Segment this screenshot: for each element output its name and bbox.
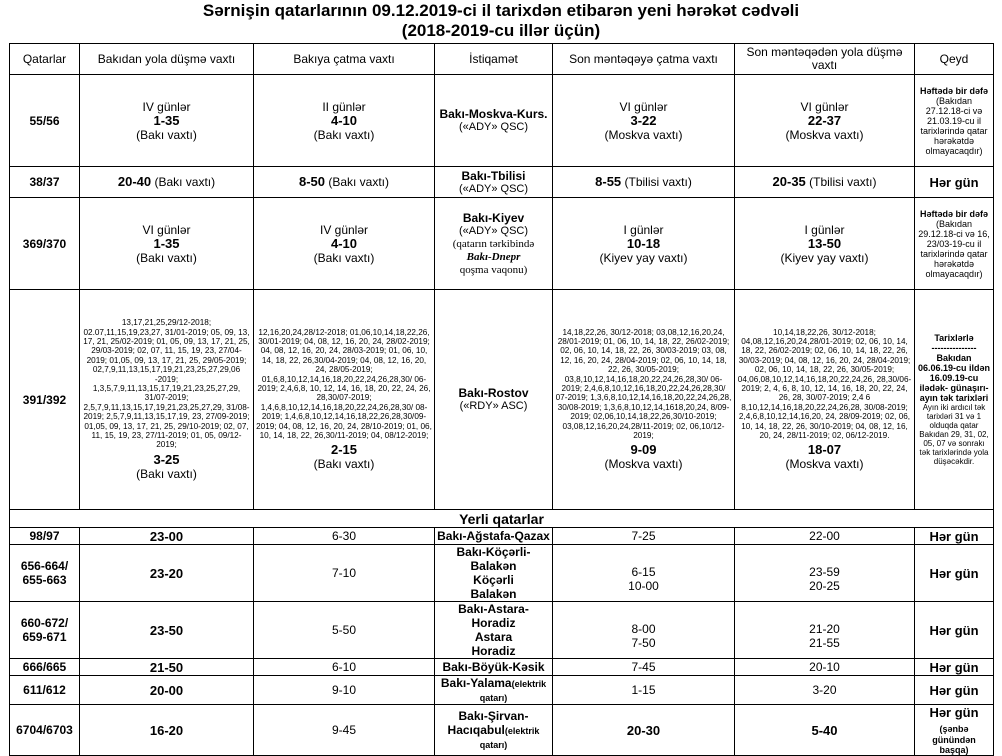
final-arrival-cell [553, 198, 735, 290]
departure-cell [80, 167, 254, 198]
days-text: VI günlər [619, 99, 668, 114]
table-row [10, 676, 994, 705]
direction-cell: Bakı-Ağstafa-Qazax [435, 528, 553, 545]
time-text: 8-00 [631, 622, 656, 636]
direction-name: Bakı-Astara-Horadiz [458, 602, 529, 630]
time-text: 7-50 [631, 636, 656, 650]
timezone-text: (Moskva vaxtı) [604, 127, 683, 142]
train-number [10, 602, 80, 659]
timezone-text: (Bakı vaxtı) [313, 250, 375, 265]
timezone-text: (Moskva vaxtı) [785, 127, 864, 142]
timezone-text: (Bakı vaxtı) [136, 250, 197, 265]
local-trains-heading: Yerli qatarlar [10, 510, 994, 528]
arrival-cell: 5-50 [254, 602, 435, 659]
time-text: 10-18 [626, 235, 661, 251]
timezone-text: (Tbilisi vaxtı) [621, 175, 692, 189]
departure-cell: 23-00 [80, 528, 254, 545]
timezone-text: (Bakı vaxtı) [136, 127, 197, 142]
direction-name: Bakı-Şirvan- [458, 709, 529, 723]
table-row [10, 545, 994, 602]
dates-list: 14,18,22,26, 30/12-2018; 03,08,12,16,20,24, 28/01-2019; 01, 06, 10, 14, 18, 22, 26/02-2019; 02, 06, 10, 14, 18, 22, 26, 30/03-2019; 03, 08, 12, 16, 20, 24, 28/04-2019; 02, 06, 10, 14, 18, 22, 26, 30/05-2019; 03,8,10,12,14,16,18,20,22,24,26,28,30/ 06-2019; 2,4,6,8,10,12,16,18,20,22,24,26,28,30/ 07-2019; 1,3,6,8,10,12,14,16,18,20,22,24,26,28, 30/08-2019; 1,3,6,8,10,12,14,1618,20,24, 8/09- 2019; 02,06,10,14,18,22,26,30/10-2019; 03,08,12,16,20,24,28/11-2019; 02, 06,10/12-2019; [555, 327, 732, 441]
direction-name: Bakı-Tbilisi [461, 168, 526, 183]
time-text: 20-40 [117, 174, 152, 189]
time-text: 8-55 [595, 174, 622, 189]
days-text: VI günlər [142, 222, 191, 237]
final-arrival-cell [553, 545, 735, 602]
time-text: 1-35 [153, 235, 180, 251]
arrival-cell [254, 75, 435, 167]
timezone-text: (Kiyev yay vaxtı) [780, 250, 869, 265]
train-number-line: 660-672/ [20, 616, 69, 630]
direction-name: Bakı-Köçərli-Balakən [456, 545, 531, 573]
direction-stop: Köçərli [473, 573, 514, 587]
direction-cell [435, 75, 553, 167]
note-text: (Bakıdan 27.12.18-ci və 21.03.19-cu il tarixlərində qatar hərəkətdə olmayacaqdır) [920, 95, 988, 156]
operator-text: («RDY» ASC) [459, 400, 528, 412]
direction-cell [435, 198, 553, 290]
direction-cell [435, 167, 553, 198]
direction-name: Bakı-Moskva-Kurs. [439, 107, 548, 121]
train-number-line: 656-664/ [20, 559, 69, 573]
note-cell: Hər gün [915, 676, 994, 705]
direction-cell: Bakı-Böyük-Kəsik [435, 659, 553, 676]
table-row [10, 705, 994, 756]
direction-note: (elektrik qatarı) [479, 726, 540, 750]
days-text: I günlər [623, 222, 664, 237]
note-text: Bakıdan 06.06.19-cu ildən 16.09.19-cu ilədək- günaşırı- ayın tək tarixləri [917, 353, 991, 403]
direction-name: Hacıqabul [447, 723, 505, 737]
table-row [10, 602, 994, 659]
time-text: 20-25 [809, 579, 840, 593]
final-departure-cell: 20-10 [735, 659, 915, 676]
arrival-cell: 6-10 [254, 659, 435, 676]
days-text: II günlər [322, 99, 366, 114]
note-cell [915, 705, 994, 756]
final-arrival-cell [553, 167, 735, 198]
final-departure-cell: 5-40 [735, 705, 915, 756]
time-text: 13-50 [807, 235, 842, 251]
dates-list: 13,17,21,25,29/12-2018; 02.07,11,15,19,23,27, 31/01-2019; 05, 09, 13, 17, 21, 25/02-2019; 01, 05, 09, 13, 17, 21, 25, 29/03-2019; 02, 07, 11, 15, 19, 23, 27/04-2019; 01,05, 09, 13, 17, 21, 25, 29/05-2019; 02,7,9,11,13,15,17,19,21,23,25,27,29,06 -2019; 1,3,5,7,9,11,13,15,17,19,21,23,25,27,29, 31/07-2019; 2,5,7,9,11,13,15,17,19,21,23,25,27,29, 31/08-2019; 2,5,7,9,11,13,15,17,19, 23, 27/09-2019; 01,05, 09, 13, 17, 21, 25, 29/10-2019; 02, 07, 11, 15, 19, 23, 27/11-2019; 01, 05, 09/12-2019; [83, 318, 250, 450]
table-row [10, 290, 994, 510]
final-arrival-cell: 7-45 [553, 659, 735, 676]
header-trains: Qatarlar [10, 44, 80, 75]
note-cell: Hər gün [915, 602, 994, 659]
train-number: 98/97 [10, 528, 80, 545]
timezone-text: (Bakı vaxtı) [136, 466, 197, 481]
days-text: VI günlər [800, 99, 849, 114]
time-text: 20-35 [772, 174, 806, 189]
time-text: 4-10 [330, 112, 358, 128]
train-number-line: 659-671 [22, 630, 67, 644]
train-number-line: 655-663 [22, 573, 67, 587]
note-heading: Həftədə bir dəfə [919, 85, 988, 96]
note-cell [915, 290, 994, 510]
final-arrival-cell [553, 602, 735, 659]
final-departure-cell [735, 290, 915, 510]
direction-cell [435, 676, 553, 705]
table-row [10, 167, 994, 198]
header-departure-from-baku: Bakıdan yola düşmə vaxtı [80, 44, 254, 75]
days-text: IV günlər [319, 222, 369, 237]
final-arrival-cell [553, 290, 735, 510]
table-row [10, 198, 994, 290]
departure-cell: 20-00 [80, 676, 254, 705]
train-number [10, 545, 80, 602]
note-cell [915, 198, 994, 290]
note-cell: Hər gün [915, 659, 994, 676]
note-text: Hər gün [929, 705, 979, 720]
direction-name: Bakı-Rostov [458, 386, 529, 400]
departure-cell: 16-20 [80, 705, 254, 756]
header-direction: İstiqamət [435, 44, 553, 75]
direction-extra-text: Bakı-Dnepr [466, 250, 521, 263]
direction-cell [435, 705, 553, 756]
header-row [10, 44, 994, 75]
direction-cell [435, 602, 553, 659]
direction-note: (elektrik qatarı) [479, 679, 547, 703]
train-number: 38/37 [10, 167, 80, 198]
arrival-cell [254, 198, 435, 290]
note-small-text: Ayın iki ardıcıl tək tarixləri 31 və 1 olduqda qatar Bakıdan 29, 31, 02, 05, 07 və sonrakı tək tarixlərində yola düşəcəkdir. [919, 403, 989, 466]
time-text: 4-10 [330, 235, 358, 251]
section-row [10, 510, 994, 528]
time-text: 2-15 [330, 442, 358, 458]
final-arrival-cell: 1-15 [553, 676, 735, 705]
time-text: 10-00 [628, 579, 659, 593]
dates-list: 10,14,18,22,26, 30/12-2018; 04,08,12,16,20,24,28/01-2019; 02, 06, 10, 14, 18, 22, 26/02-2019; 02, 06, 10, 14, 18, 22, 26, 30/03-2019; 04, 08, 12, 16, 20, 24, 28/04-2019; 02, 06, 10, 14, 18, 22, 26, 30/05-2019; 04,06,08,10,12,14,16,18,20,22,24,26, 28,30/06-2019; 2, 4, 6, 8, 10, 12, 14, 16, 18, 20, 22, 24, 26, 28, 30/07-2019; 2,4 6 8,10,12,14,16,18,20,22,24,26,28, 30/08-2019; 2,4,6,8,10,12,14,16,20, 24, 28/09-2019; 02, 06, 10, 14, 18, 22, 26, 30/10-2019; 04, 08, 12, 16, 20, 24, 28/11-2019; 02, 06/12-2019. [737, 327, 912, 441]
dates-list: 12,16,20,24,28/12-2018; 01,06,10,14,18,22,26, 30/01-2019; 04, 08, 12, 16, 20, 24, 28/02-2019; 04, 08, 12, 16, 20, 24, 28/03-2019; 01, 06, 10, 14, 18, 22, 26,30/04-2019; 04, 08, 12, 16, 20, 24, 28/05-2019; 01,6,8,10,12,14,16,18,20,22,24,26,28,30/ 06-2019; 2,4,6,8, 10, 12, 14, 16, 18, 20, 22, 24, 26, 28,30/07-2019; 1,4,6,8,10,12,14,16,18,20,22,24,26,28,30/ 08-2019; 1,4,6,8,10,12,14,16,18,22,26,28,30/09-2019; 04, 08, 12, 16, 20, 24, 28/10-2019; 01, 06, 10, 14, 18, 22, 26,30/11-2019; 04, 08/12-2019; [256, 327, 432, 441]
direction-stop: Astara [474, 630, 513, 644]
departure-cell: 21-50 [80, 659, 254, 676]
operator-text: («ADY» QSC) [458, 224, 529, 237]
time-text: 3-22 [630, 112, 657, 128]
note-cell [915, 75, 994, 167]
header-note: Qeyd [915, 44, 994, 75]
direction-name: Bakı-Yalama [440, 676, 512, 690]
note-heading: Həftədə bir dəfə [919, 208, 988, 219]
direction-cell [435, 545, 553, 602]
time-text: 9-09 [630, 442, 657, 458]
note-cell: Hər gün [915, 545, 994, 602]
timezone-text: (Bakı vaxtı) [151, 175, 216, 189]
note-divider: --------------- [931, 343, 977, 353]
final-arrival-cell [553, 75, 735, 167]
final-departure-cell [735, 198, 915, 290]
days-text: I günlər [804, 222, 845, 237]
note-small-text: (şənbə [939, 724, 969, 734]
arrival-cell: 6-30 [254, 528, 435, 545]
note-text: (Bakıdan 29.12.18-ci və 16, 23/03-19-cu il tarixlərində qatar hərəkətdə olmayacaqdır) [918, 218, 990, 279]
direction-stop: Horadiz [471, 644, 516, 658]
note-small-text: günündən başqa) [932, 735, 976, 755]
arrival-cell [254, 167, 435, 198]
train-number: 611/612 [10, 676, 80, 705]
timezone-text: (Bakı vaxtı) [325, 175, 390, 189]
train-number: 6704/6703 [10, 705, 80, 756]
time-text: 23-59 [809, 565, 840, 579]
operator-text: («ADY» QSC) [458, 182, 529, 195]
final-arrival-cell: 7-25 [553, 528, 735, 545]
direction-extra-text: qoşma vaqonu) [459, 263, 528, 276]
direction-name: Bakı-Kiyev [462, 210, 525, 225]
final-arrival-cell: 20-30 [553, 705, 735, 756]
header-departure-final-station: Son məntəqədən yola düşmə vaxtı [735, 44, 915, 75]
time-text: 18-07 [807, 442, 842, 458]
train-number: 369/370 [10, 198, 80, 290]
table-row [10, 659, 994, 676]
direction-cell [435, 290, 553, 510]
direction-stop: Balakən [470, 587, 517, 601]
time-text: 8-50 [298, 174, 325, 189]
time-text: 21-20 [809, 622, 840, 636]
days-text: IV günlər [142, 99, 191, 114]
train-number: 666/665 [10, 659, 80, 676]
final-departure-cell [735, 167, 915, 198]
direction-extra-text: (qatarın tərkibində [452, 237, 535, 250]
timezone-text: (Kiyev yay vaxtı) [599, 250, 688, 265]
final-departure-cell: 22-00 [735, 528, 915, 545]
final-departure-cell [735, 75, 915, 167]
schedule-table [9, 43, 994, 756]
note-heading: Tarixlərlə [934, 333, 974, 343]
page-title [0, 0, 1002, 41]
time-text: 1-35 [153, 112, 180, 128]
note-cell: Hər gün [915, 528, 994, 545]
time-text: 22-37 [807, 112, 842, 128]
timezone-text: (Moskva vaxtı) [604, 457, 683, 472]
timezone-text: (Moskva vaxtı) [785, 457, 864, 472]
time-text: 6-15 [631, 565, 656, 579]
timezone-text: (Bakı vaxtı) [313, 457, 375, 472]
arrival-cell [254, 290, 435, 510]
train-number: 55/56 [10, 75, 80, 167]
train-number: 391/392 [10, 290, 80, 510]
operator-text: («ADY» QSC) [458, 121, 529, 133]
final-departure-cell [735, 545, 915, 602]
note-cell: Hər gün [915, 167, 994, 198]
title-line-1: Sərnişin qatarlarının 09.12.2019-ci il tarixdən etibarən yeni hərəkət cədvəli [202, 1, 800, 20]
departure-cell: 23-20 [80, 545, 254, 602]
final-departure-cell [735, 602, 915, 659]
arrival-cell: 7-10 [254, 545, 435, 602]
header-arrival-to-baku: Bakıya çatma vaxtı [254, 44, 435, 75]
departure-cell [80, 198, 254, 290]
time-text: 21-55 [809, 636, 840, 650]
departure-cell: 23-50 [80, 602, 254, 659]
final-departure-cell: 3-20 [735, 676, 915, 705]
timezone-text: (Bakı vaxtı) [313, 127, 375, 142]
arrival-cell: 9-45 [254, 705, 435, 756]
arrival-cell: 9-10 [254, 676, 435, 705]
departure-cell [80, 75, 254, 167]
title-line-2: (2018-2019-cu illər üçün) [401, 21, 601, 40]
table-row [10, 75, 994, 167]
table-row [10, 528, 994, 545]
timezone-text: (Tbilisi vaxtı) [805, 175, 877, 189]
departure-cell [80, 290, 254, 510]
header-arrival-final-station: Son məntəqəyə çatma vaxtı [553, 44, 735, 75]
time-text: 3-25 [153, 451, 180, 467]
